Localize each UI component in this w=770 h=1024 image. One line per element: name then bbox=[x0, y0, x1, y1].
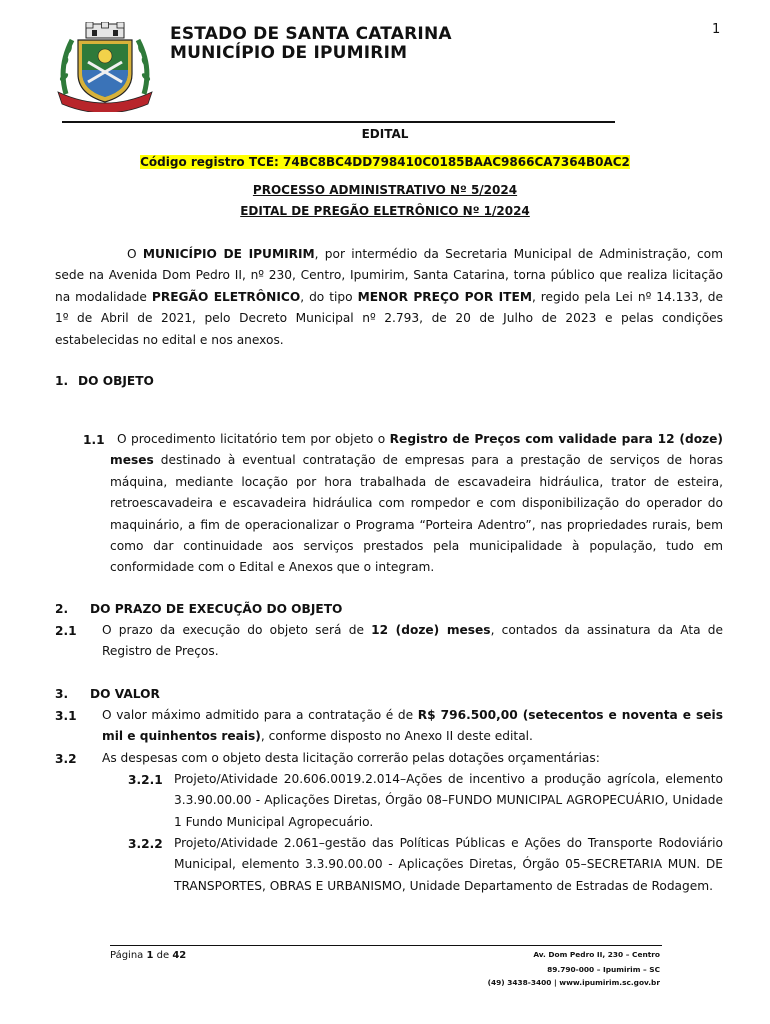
section-2-title: DO PRAZO DE EXECUÇÃO DO OBJETO bbox=[90, 602, 343, 616]
intro-text-2: , por intermédio da Secretaria Municipal de Administração, com sede na Avenida Dom Pedro II, nº 230, Centro, Ipumirim, Santa Catarina, torna público que realiza licitação na modalidade bbox=[55, 247, 723, 304]
footer-page-current: 1 bbox=[146, 950, 154, 961]
intro-text-4: , regido pela Lei nº 14.133, de 1º de Abril de 2021, pelo Decreto Municipal nº 2.793, de 20 de Julho de 2023 e pelas condições estabelecidas no edital e nos anexos. bbox=[55, 289, 724, 347]
section-1-number: 1. bbox=[55, 374, 69, 388]
section-1-title: DO OBJETO bbox=[78, 374, 154, 388]
item-3-2-text: As despesas com o objeto desta licitação correrão pelas dotações orçamentárias: bbox=[102, 751, 600, 765]
intro-bold-1: MUNICÍPIO DE IPUMIRIM bbox=[142, 247, 315, 261]
header-divider bbox=[62, 121, 615, 123]
item-1-1-text bbox=[110, 429, 723, 579]
item-2-1-text-1: O prazo da execução do objeto será de bbox=[102, 623, 372, 637]
footer-page-mid: de bbox=[153, 950, 173, 961]
intro-bold-2: PREGÃO ELETRÔNICO bbox=[151, 289, 301, 304]
item-1-1-bold: Registro de Preços com validade para 12 (doze) meses bbox=[110, 432, 723, 468]
intro-paragraph bbox=[55, 244, 723, 351]
item-3-1-text-2: , conforme disposto no Anexo II deste edital. bbox=[260, 729, 533, 744]
footer-page-prefix: Página bbox=[110, 950, 147, 961]
item-2-1-number: 2.1 bbox=[55, 624, 77, 638]
header-municipality: MUNICÍPIO DE IPUMIRIM bbox=[170, 43, 408, 63]
item-3-2-2-number: 3.2.2 bbox=[128, 837, 163, 851]
process-line bbox=[0, 183, 770, 197]
intro-text-3: , do tipo bbox=[300, 289, 358, 304]
page-number: 1 bbox=[712, 22, 721, 37]
municipal-coat-of-arms-icon bbox=[56, 22, 154, 112]
item-3-1-number: 3.1 bbox=[55, 709, 77, 723]
item-2-1-bold: 12 (doze) meses bbox=[371, 623, 491, 637]
footer-page-total: 42 bbox=[172, 950, 187, 961]
tce-code: Código registro TCE: 74BC8BC4DD798410C0185BAAC9866CA7364B0AC2 bbox=[140, 155, 630, 169]
footer-contact: (49) 3438-3400 | www.ipumirim.sc.gov.br bbox=[487, 978, 660, 987]
item-2-1-text-2: , contados da assinatura da Ata de Registro de Preços. bbox=[102, 623, 723, 659]
edital-number: EDITAL DE PREGÃO ELETRÔNICO Nº 1/2024 bbox=[240, 204, 530, 218]
item-3-2-1-text: Projeto/Atividade 20.606.0019.2.014–Ações de incentivo a produção agrícola, elemento 3.3.90.00.00 - Aplicações Diretas, Órgão 08–FUNDO MUNICIPAL AGROPECUÁRIO, Unidade 1 Fundo Municipal Agropecuário. bbox=[174, 772, 723, 829]
process-number: PROCESSO ADMINISTRATIVO Nº 5/2024 bbox=[252, 183, 518, 197]
item-2-1-text bbox=[102, 620, 723, 663]
footer-address-street: Av. Dom Pedro II, 230 – Centro bbox=[533, 950, 660, 959]
item-1-1-text-1: O procedimento licitatório tem por objeto o bbox=[117, 432, 390, 446]
item-3-2-1-number: 3.2.1 bbox=[128, 773, 163, 787]
footer-address-city: 89.790-000 – Ipumirim – SC bbox=[547, 965, 660, 974]
item-3-2-2-text: Projeto/Atividade 2.061–gestão das Políticas Públicas e Ações do Transporte Rodoviário Municipal, elemento 3.3.90.00.00 - Aplicações Diretas, Órgão 05–SECRETARIA MUN. DE TRANSPORTES, OBRAS E URBANISMO, Unidade Departamento de Estradas de Rodagem. bbox=[174, 836, 723, 893]
header-state: ESTADO DE SANTA CATARINA bbox=[170, 24, 452, 44]
section-3-title: DO VALOR bbox=[90, 687, 160, 701]
section-2-number: 2. bbox=[55, 602, 69, 616]
footer-divider bbox=[110, 945, 662, 946]
item-1-1-text-2: destinado à eventual contratação de empresas para a prestação de serviços de horas máquina, mediante locação por hora trabalhada de escavadeira hidráulica, trator de esteira, retroescavadeira e escavadeira hidráulica com rompedor e com disponibilização do operador do maquinário, a fim de operacionalizar o Programa “Porteira Adentro”, nas propriedades rurais, bem como dar continuidade aos serviços prestados pela municipalidade à população, tudo em conformidade com o Edital e Anexos que o integram. bbox=[110, 453, 723, 575]
item-3-1-text-1: O valor máximo admitido para a contratação é de bbox=[102, 708, 418, 722]
item-3-1-text bbox=[102, 705, 723, 748]
item-1-1-number: 1.1 bbox=[83, 433, 105, 447]
item-3-1-bold: R$ 796.500,00 (setecentos e noventa e seis mil e quinhentos reais) bbox=[102, 708, 723, 744]
doc-type: EDITAL bbox=[361, 127, 409, 141]
footer-page-indicator bbox=[110, 950, 186, 961]
edital-line bbox=[0, 204, 770, 218]
intro-bold-3: MENOR PREÇO POR ITEM bbox=[357, 289, 532, 304]
item-3-2-number: 3.2 bbox=[55, 752, 77, 766]
intro-text-1: O bbox=[127, 247, 143, 261]
tce-code-line bbox=[0, 155, 770, 169]
section-3-number: 3. bbox=[55, 687, 69, 701]
